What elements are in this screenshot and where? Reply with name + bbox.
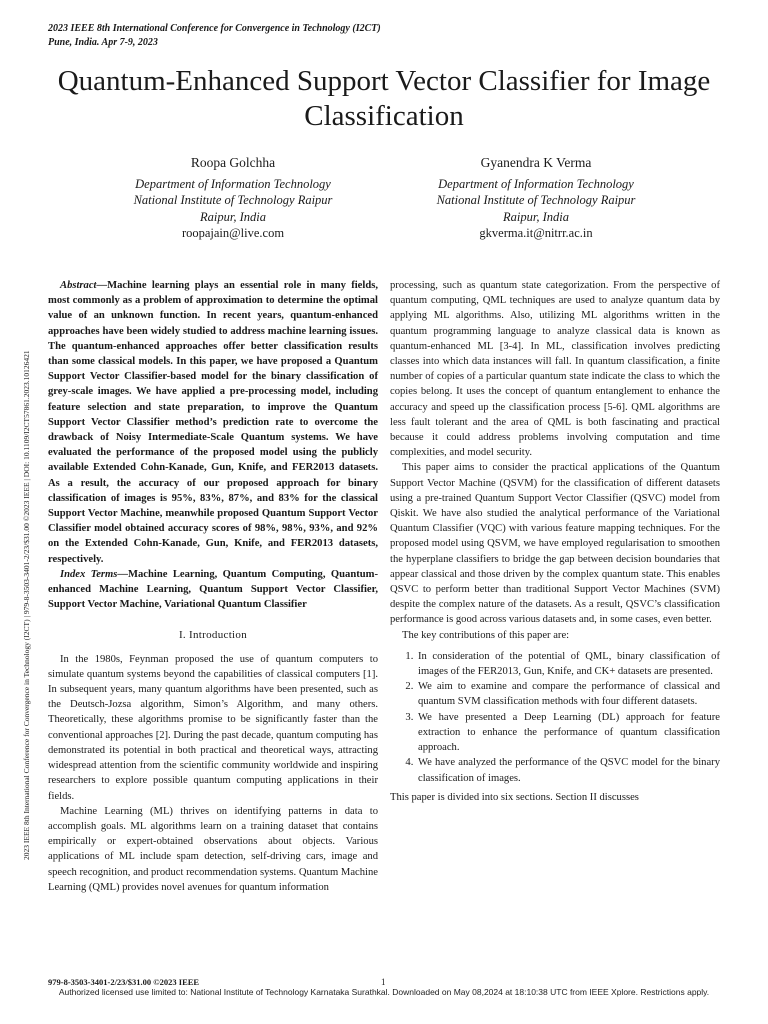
- conference-location: Pune, India. Apr 7-9, 2023: [48, 37, 158, 48]
- list-item: 1. In consideration of the potential of QML, binary classification of images of the FER2013, Gun, Knife, and CK+ datasets are presented.: [416, 649, 720, 679]
- conference-name: 2023 IEEE 8th International Conference for Convergence in Technology (I2CT): [48, 23, 381, 34]
- author-name: Roopa Golchha: [190, 155, 276, 170]
- doi-sidebar: 2023 IEEE 8th International Conference for Convergence in Technology (I2CT) | 979-8-3503-3401-2/23/$31.00 ©2023 IEEE | DOI: 10.1109/I2CT57861.2023.10126421: [22, 350, 31, 860]
- author-institution: National Institute of Technology Raipur: [133, 193, 333, 207]
- right-column: [390, 278, 720, 805]
- list-item: 4. We have analyzed the performance of the QSVC model for the binary classification of images.: [416, 755, 720, 785]
- author-email[interactable]: roopajain@live.com: [181, 226, 285, 240]
- author-institution: National Institute of Technology Raipur: [436, 193, 636, 207]
- author-name: Gyanendra K Verma: [480, 155, 592, 170]
- copyright-line: 979-8-3503-3401-2/23/$31.00 ©2023 IEEE: [48, 977, 200, 987]
- author-city: Raipur, India: [200, 209, 266, 224]
- list-item: 3. We have presented a Deep Learning (DL) approach for feature extraction to enhance the performance of quantum classification approach.: [416, 710, 720, 756]
- list-item: 2. We aim to examine and compare the performance of classical and quantum SVM classification methods with four different datasets.: [416, 679, 720, 709]
- author-block-1: [68, 155, 398, 242]
- index-terms-text: —Machine Learning, Quantum Computing, Quantum-enhanced Machine Learning, Quantum Support Vector Classifier, Support Vector Machine, Variational Quantum Classifier: [48, 568, 378, 611]
- index-terms: [48, 567, 378, 613]
- abstract: [48, 278, 378, 567]
- author-department: Department of Information Technology: [438, 176, 634, 191]
- author-email[interactable]: gkverma.it@nitrr.ac.in: [479, 226, 593, 240]
- section-heading: I. Introduction: [178, 629, 248, 642]
- paragraph: In the 1980s, Feynman proposed the use of quantum computers to simulate quantum systems beyond the capabilities of classical computers [1]. In subsequent years, many quantum algorithms have been presented, such as the Deutsch-Jozsa algorithm, Simon’s Algorithm, and many others. Theoretically, these algorithms promise to be significantly faster than the conventional approaches [2]. During the past decade, quantum computing has demonstrated its potential in both practical and theoretical ways, attracting widespread attention from the scientific community worldwide and inspiring researchers to explore possible quantum computing applications in their fields.: [48, 653, 378, 802]
- left-column: [48, 278, 378, 895]
- abstract-text: —Machine learning plays an essential role in many fields, most commonly as a problem of approximation to determine the optimal value of an unknown function. In recent years, quantum-enhanced approaches have been widely studied to address machine learning issues. The quantum-enhanced approaches offer better classification results than some classical models. In this paper, we have proposed a Quantum Support Vector Classifier-based model for the binary classification of grey-scale images. We have applied a pre-processing model, including feature selection and state preparation, to improve the Quantum Support Vector Classifier method’s prediction rate to overcome the drawback of Noisy Intermediate-Scale Quantum systems. We have evaluated the performance of the proposed model using the publicly available Extended Cohn-Kanade, Gun, Knife, and FER2013 datasets. As a result, the accuracy of our proposed approach for binary classification of images is 95%, 83%, 87%, and 83% for the classical Support Vector Machine, meanwhile proposed Quantum Support Vector Classifier model obtained accuracy scores of 98%, 98%, 93%, and 92% on the Extended Cohn-Kanade, Gun, Knife, and FER2013 datasets, respectively.: [48, 280, 378, 565]
- paragraph: The key contributions of this paper are:: [402, 629, 570, 641]
- author-city: Raipur, India: [503, 209, 569, 224]
- paragraph: Machine Learning (ML) thrives on identifying patterns in data to accomplish goals. ML algorithms learn on a training dataset that contains empirically or expert-obtained observations about objects. Various applications of ML include spam detection, self-driving cars, image and speech recognition, and product recommendation systems. Quantum Machine Learning (QML) provides novel avenues for quantum information: [48, 805, 378, 893]
- page-number: 1: [381, 977, 386, 987]
- conference-header: [48, 22, 381, 50]
- paragraph: This paper is divided into six sections. Section II discusses: [390, 791, 639, 803]
- contributions-list: [390, 649, 720, 786]
- paper-title: Quantum-Enhanced Support Vector Classifier for Image Classification: [57, 65, 711, 132]
- abstract-label: Abstract: [60, 280, 97, 291]
- author-block-2: [371, 155, 701, 242]
- index-terms-label: Index Terms: [60, 568, 118, 580]
- paragraph: This paper aims to consider the practical applications of the Quantum Support Vector Machine (QSVM) for the classification of different datasets using a pre-trained Quantum Support Vector Classifier (QSVC) model from Qiskit. We have also studied the analytical performance of the Variational Quantum Classifier (VQC) with various feature mapping techniques. For the proposed model using QSVM, we have employed regularisation to smoothen the hyperplane classifiers to bridge the gap between decision boundaries that appear classical and those driven by the complex quantum state. This enables QSVC to perform better than traditional Support Vector Machines (SVM) despite the complex nature of the datasets. As a result, QSVC’s classification performance is good across various datasets and, in some cases, even better.: [390, 462, 720, 626]
- license-notice: Authorized licensed use limited to: National Institute of Technology Karnataka Surathkal. Downloaded on May 08,2024 at 18:10:38 UTC from IEEE Xplore. Restrictions apply.: [58, 987, 710, 997]
- paragraph: processing, such as quantum state categorization. From the perspective of quantum computing, QML techniques are used to analyze quantum data by applying ML algorithms. Also, utilizing ML algorithms written in the quantum programming language to analyze classical data is known as quantum-enhanced ML [3-4]. In ML, classification involves predicting classes into which data instances will fall. In quantum classification, a finite number of copies of a particular quantum state indicate the class to which the copies belong. It uses the concept of quantum entanglement to enhance the accuracy and speed up the classification process [5-6]. QML algorithms are less fault tolerant and the area of QML is both fascinating and practical because it could address problems involving computation and time complexities, and model security.: [390, 280, 720, 459]
- author-department: Department of Information Technology: [135, 176, 331, 191]
